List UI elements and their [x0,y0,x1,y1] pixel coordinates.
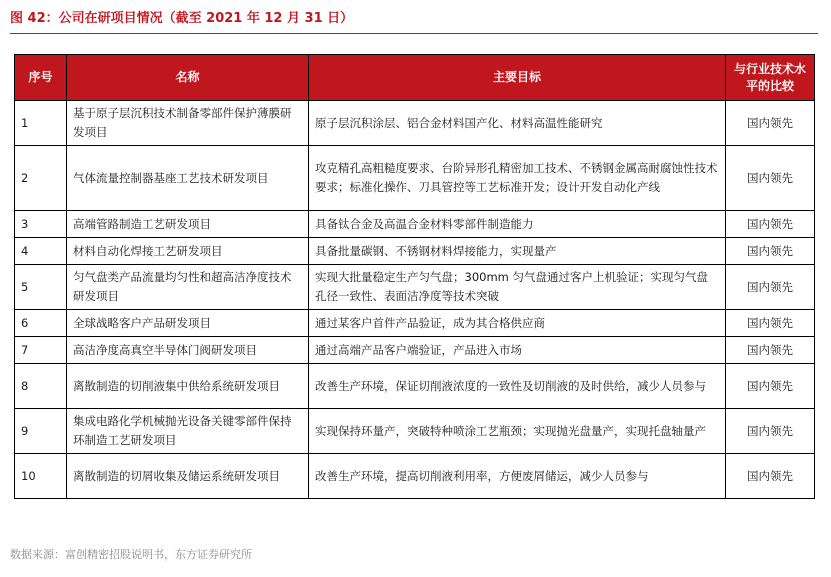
cell-goal: 实现保持环量产，突破特种喷涂工艺瓶颈；实现抛光盘量产，实现托盘轴量产 [309,409,726,454]
cell-goal: 具备钛合金及高温合金材料零部件制造能力 [309,211,726,238]
cell-goal: 通过某客户首件产品验证，成为其合格供应商 [309,310,726,337]
table-row [15,211,815,238]
table-row [15,454,815,499]
source-note: 数据来源：富创精密招股说明书，东方证券研究所 [10,548,252,561]
cell-compare: 国内领先 [726,409,815,454]
table-row [15,337,815,364]
cell-goal: 具备批量碳钢、不锈钢材料焊接能力，实现量产 [309,238,726,265]
cell-name: 高洁净度高真空半导体门阀研发项目 [67,337,309,364]
cell-no: 3 [15,211,67,238]
cell-no: 4 [15,238,67,265]
cell-compare: 国内领先 [726,310,815,337]
cell-goal: 改善生产环境，保证切削液浓度的一致性及切削液的及时供给，减少人员参与 [309,364,726,409]
header-no: 序号 [15,55,67,101]
cell-no: 6 [15,310,67,337]
header-goal: 主要目标 [309,55,726,101]
table-row [15,364,815,409]
cell-compare: 国内领先 [726,146,815,211]
cell-goal: 攻克精孔高粗糙度要求、台阶异形孔精密加工技术、不锈钢金属高耐腐蚀性技术要求；标准化操作、刀具管控等工艺标准开发；设计开发自动化产线 [309,146,726,211]
table-row [15,146,815,211]
table-row [15,238,815,265]
cell-no: 5 [15,265,67,310]
header-name: 名称 [67,55,309,101]
table-row [15,409,815,454]
cell-goal: 原子层沉积涂层、铝合金材料国产化、材料高温性能研究 [309,101,726,146]
cell-name: 匀气盘类产品流量均匀性和超高洁净度技术研发项目 [67,265,309,310]
cell-compare: 国内领先 [726,238,815,265]
cell-name: 基于原子层沉积技术制备零部件保护薄膜研发项目 [67,101,309,146]
cell-name: 全球战略客户产品研发项目 [67,310,309,337]
table-row [15,310,815,337]
cell-no: 7 [15,337,67,364]
header-compare: 与行业技术水平的比较 [726,55,815,101]
table-row [15,101,815,146]
cell-no: 10 [15,454,67,499]
cell-goal: 实现大批量稳定生产匀气盘；300mm 匀气盘通过客户上机验证；实现匀气盘孔径一致性、表面洁净度等技术突破 [309,265,726,310]
cell-goal: 通过高端产品客户端验证，产品进入市场 [309,337,726,364]
cell-no: 2 [15,146,67,211]
cell-compare: 国内领先 [726,101,815,146]
cell-no: 9 [15,409,67,454]
cell-no: 8 [15,364,67,409]
cell-name: 集成电路化学机械抛光设备关键零部件保持环制造工艺研发项目 [67,409,309,454]
table-header-row [15,55,815,101]
cell-name: 离散制造的切屑收集及储运系统研发项目 [67,454,309,499]
cell-compare: 国内领先 [726,454,815,499]
cell-name: 离散制造的切削液集中供给系统研发项目 [67,364,309,409]
cell-compare: 国内领先 [726,265,815,310]
cell-compare: 国内领先 [726,364,815,409]
cell-name: 材料自动化焊接工艺研发项目 [67,238,309,265]
title-divider [10,33,818,34]
cell-no: 1 [15,101,67,146]
cell-compare: 国内领先 [726,211,815,238]
projects-table [14,54,815,499]
cell-name: 高端管路制造工艺研发项目 [67,211,309,238]
cell-compare: 国内领先 [726,337,815,364]
cell-goal: 改善生产环境，提高切削液利用率，方便废屑储运，减少人员参与 [309,454,726,499]
cell-name: 气体流量控制器基座工艺技术研发项目 [67,146,309,211]
figure-title: 图 42：公司在研项目情况（截至 2021 年 12 月 31 日） [10,11,354,26]
table-row [15,265,815,310]
